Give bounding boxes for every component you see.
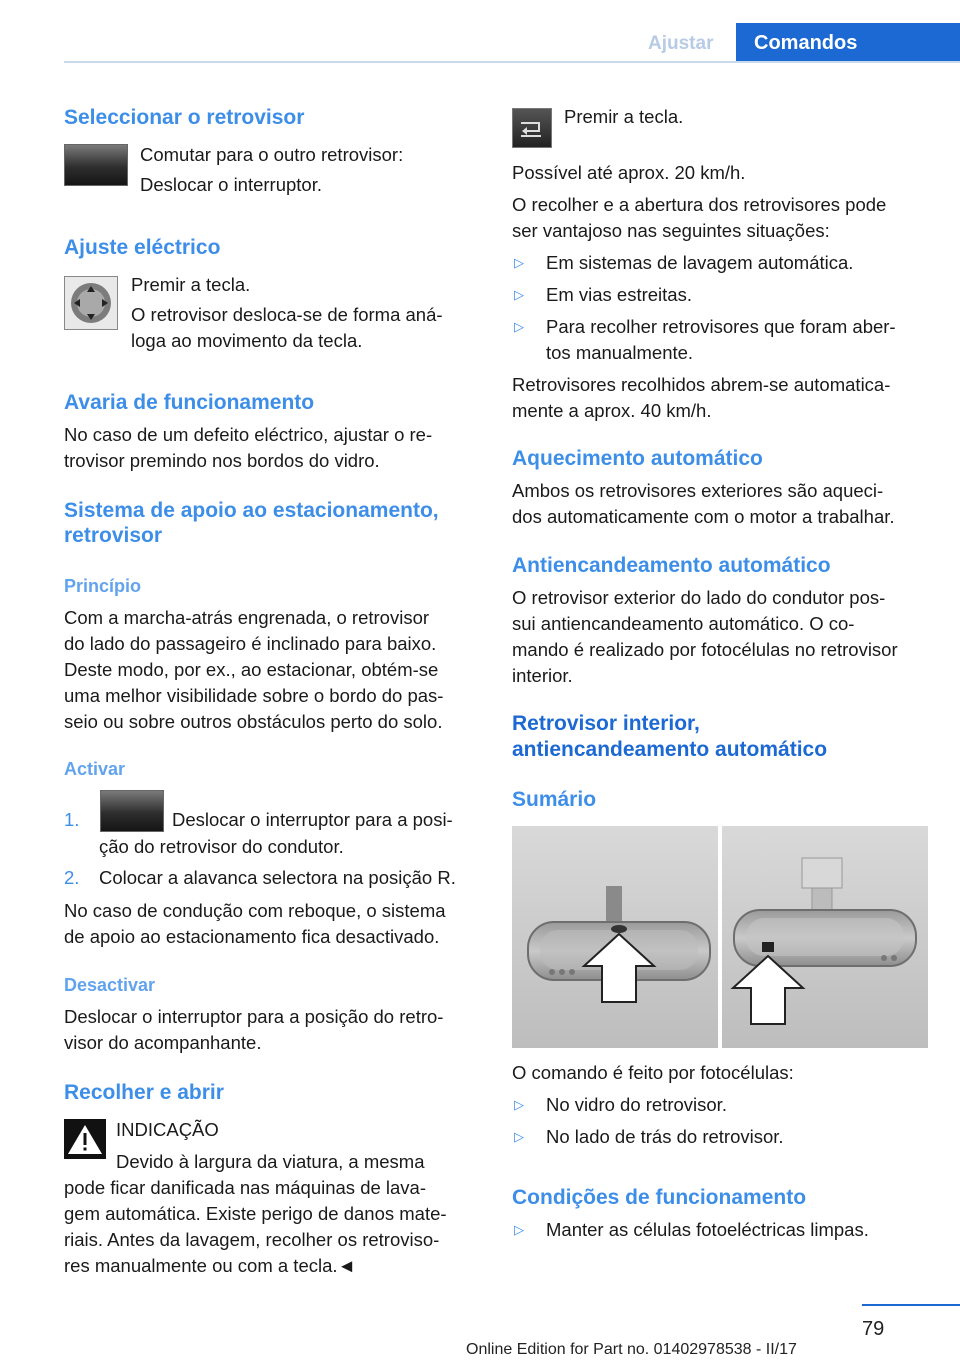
auto-open-line-2: mente a aprox. 40 km/h.	[512, 400, 712, 421]
dim-line: mando é realizado por fotocélulas no retrovisor	[512, 639, 898, 660]
heat-line-1: Ambos os retrovisores exteriores são aqueci-	[512, 480, 884, 501]
adjust-text-2a: O retrovisor desloca-se de forma aná-	[131, 304, 443, 325]
header-section: Ajustar	[648, 33, 714, 54]
header-rule	[64, 61, 960, 63]
heading-parking-aid-1: Sistema de apoio ao estacionamento,	[64, 499, 439, 522]
note-line: gem automática. Existe perigo de danos mate-	[64, 1203, 447, 1224]
footer-rule	[862, 1304, 960, 1306]
dim-line: sui antiencandeamento automático. O co-	[512, 613, 855, 634]
list-item: No lado de trás do retrovisor.	[546, 1126, 784, 1147]
heading-auto-dimming: Antiencandeamento automático	[512, 554, 831, 577]
rearview-mirror-photo	[512, 826, 928, 1048]
fold-speed: Possível até aprox. 20 km/h.	[512, 162, 746, 183]
step-number: 1.	[64, 809, 80, 830]
footer-edition: Online Edition for Part no. 01402978538 - II/17	[466, 1341, 797, 1358]
note-line: riais. Antes da lavagem, recolher os retroviso-	[64, 1229, 440, 1250]
heading-principle: Princípio	[64, 576, 142, 596]
step2-line-1: Colocar a alavanca selectora na posição R.	[99, 867, 456, 888]
principle-line: do lado do passageiro é inclinado para baixo.	[64, 633, 437, 654]
tow-line-1: No caso de condução com reboque, o sistema	[64, 900, 446, 921]
list-item: No vidro do retrovisor.	[546, 1094, 727, 1115]
heading-fold: Recolher e abrir	[64, 1081, 224, 1104]
principle-line: Com a marcha-atrás engrenada, o retrovisor	[64, 607, 430, 628]
principle-line: Deste modo, por ex., ao estacionar, obtém-se	[64, 659, 439, 680]
list-item: Manter as células fotoeléctricas limpas.	[546, 1219, 869, 1240]
bullet-triangle-icon: ▷	[514, 1129, 524, 1144]
adjust-text-1: Premir a tecla.	[131, 274, 251, 295]
note-title: INDICAÇÃO	[116, 1119, 219, 1140]
heading-select-mirror: Seleccionar o retrovisor	[64, 106, 305, 129]
fault-line-1: No caso de um defeito eléctrico, ajustar o re-	[64, 424, 433, 445]
note-line: pode ficar danificada nas máquinas de lava-	[64, 1177, 427, 1198]
step1-line-1: Deslocar o interruptor para a posi-	[172, 809, 453, 830]
photo-caption: O comando é feito por fotocélulas:	[512, 1062, 794, 1083]
heading-summary: Sumário	[512, 788, 597, 811]
heat-line-2: dos automaticamente com o motor a trabalhar.	[512, 506, 895, 527]
mirror-switch-icon	[64, 144, 128, 186]
select-text-2: Deslocar o interruptor.	[140, 174, 323, 195]
fold-adv-line-1: O recolher e a abertura dos retrovisores pode	[512, 194, 887, 215]
heading-auto-heating: Aquecimento automático	[512, 447, 763, 470]
bullet-triangle-icon: ▷	[514, 1097, 524, 1112]
heading-inner-mirror-1: Retrovisor interior,	[512, 712, 700, 735]
note-line: res manualmente ou com a tecla.◄	[64, 1255, 356, 1276]
list-item: Em vias estreitas.	[546, 284, 692, 305]
heading-malfunction: Avaria de funcionamento	[64, 391, 315, 414]
heading-activate: Activar	[64, 759, 126, 779]
select-text-1: Comutar para o outro retrovisor:	[140, 144, 404, 165]
fold-adv-line-2: ser vantajoso nas seguintes situações:	[512, 220, 830, 241]
bullet-triangle-icon: ▷	[514, 255, 524, 270]
note-line: Devido à largura da viatura, a mesma	[116, 1151, 425, 1172]
page-number: 79	[862, 1318, 885, 1340]
auto-open-line-1: Retrovisores recolhidos abrem-se automatica-	[512, 374, 891, 395]
deact-line-1: Deslocar o interruptor para a posição do retro-	[64, 1006, 444, 1027]
heading-deactivate: Desactivar	[64, 975, 156, 995]
header-tab-label: Comandos	[754, 32, 858, 54]
heading-conditions: Condições de funcionamento	[512, 1186, 807, 1209]
list-item: Em sistemas de lavagem automática.	[546, 252, 854, 273]
mirror-switch-icon	[100, 790, 164, 832]
step-number: 2.	[64, 867, 80, 888]
dim-line: O retrovisor exterior do lado do condutor pos-	[512, 587, 886, 608]
heading-inner-mirror-2: antiencandeamento automático	[512, 738, 828, 761]
bullet-triangle-icon: ▷	[514, 287, 524, 302]
warning-triangle-icon	[64, 1119, 106, 1159]
bullet-triangle-icon: ▷	[514, 319, 524, 334]
mirror-adjust-button-icon	[64, 276, 118, 330]
principle-line: seio ou sobre outros obstáculos perto do solo.	[64, 711, 443, 732]
heading-parking-aid-2: retrovisor	[64, 524, 163, 547]
fold-press: Premir a tecla.	[564, 106, 684, 127]
dim-line: interior.	[512, 665, 573, 686]
list-item: Para recolher retrovisores que foram aber-	[546, 316, 896, 337]
fault-line-2: trovisor premindo nos bordos do vidro.	[64, 450, 380, 471]
deact-line-2: visor do acompanhante.	[64, 1032, 262, 1053]
header-tab	[736, 23, 960, 63]
principle-line: uma melhor visibilidade sobre o bordo do pas-	[64, 685, 444, 706]
tow-line-2: de apoio ao estacionamento fica desactivado.	[64, 926, 440, 947]
adjust-text-2b: loga ao movimento da tecla.	[131, 330, 363, 351]
step1-line-2: ção do retrovisor do condutor.	[99, 836, 344, 857]
heading-electric-adjust: Ajuste eléctrico	[64, 236, 221, 259]
mirror-fold-button-icon	[512, 108, 552, 148]
bullet-triangle-icon: ▷	[514, 1222, 524, 1237]
list-item-continued: tos manualmente.	[546, 342, 694, 363]
